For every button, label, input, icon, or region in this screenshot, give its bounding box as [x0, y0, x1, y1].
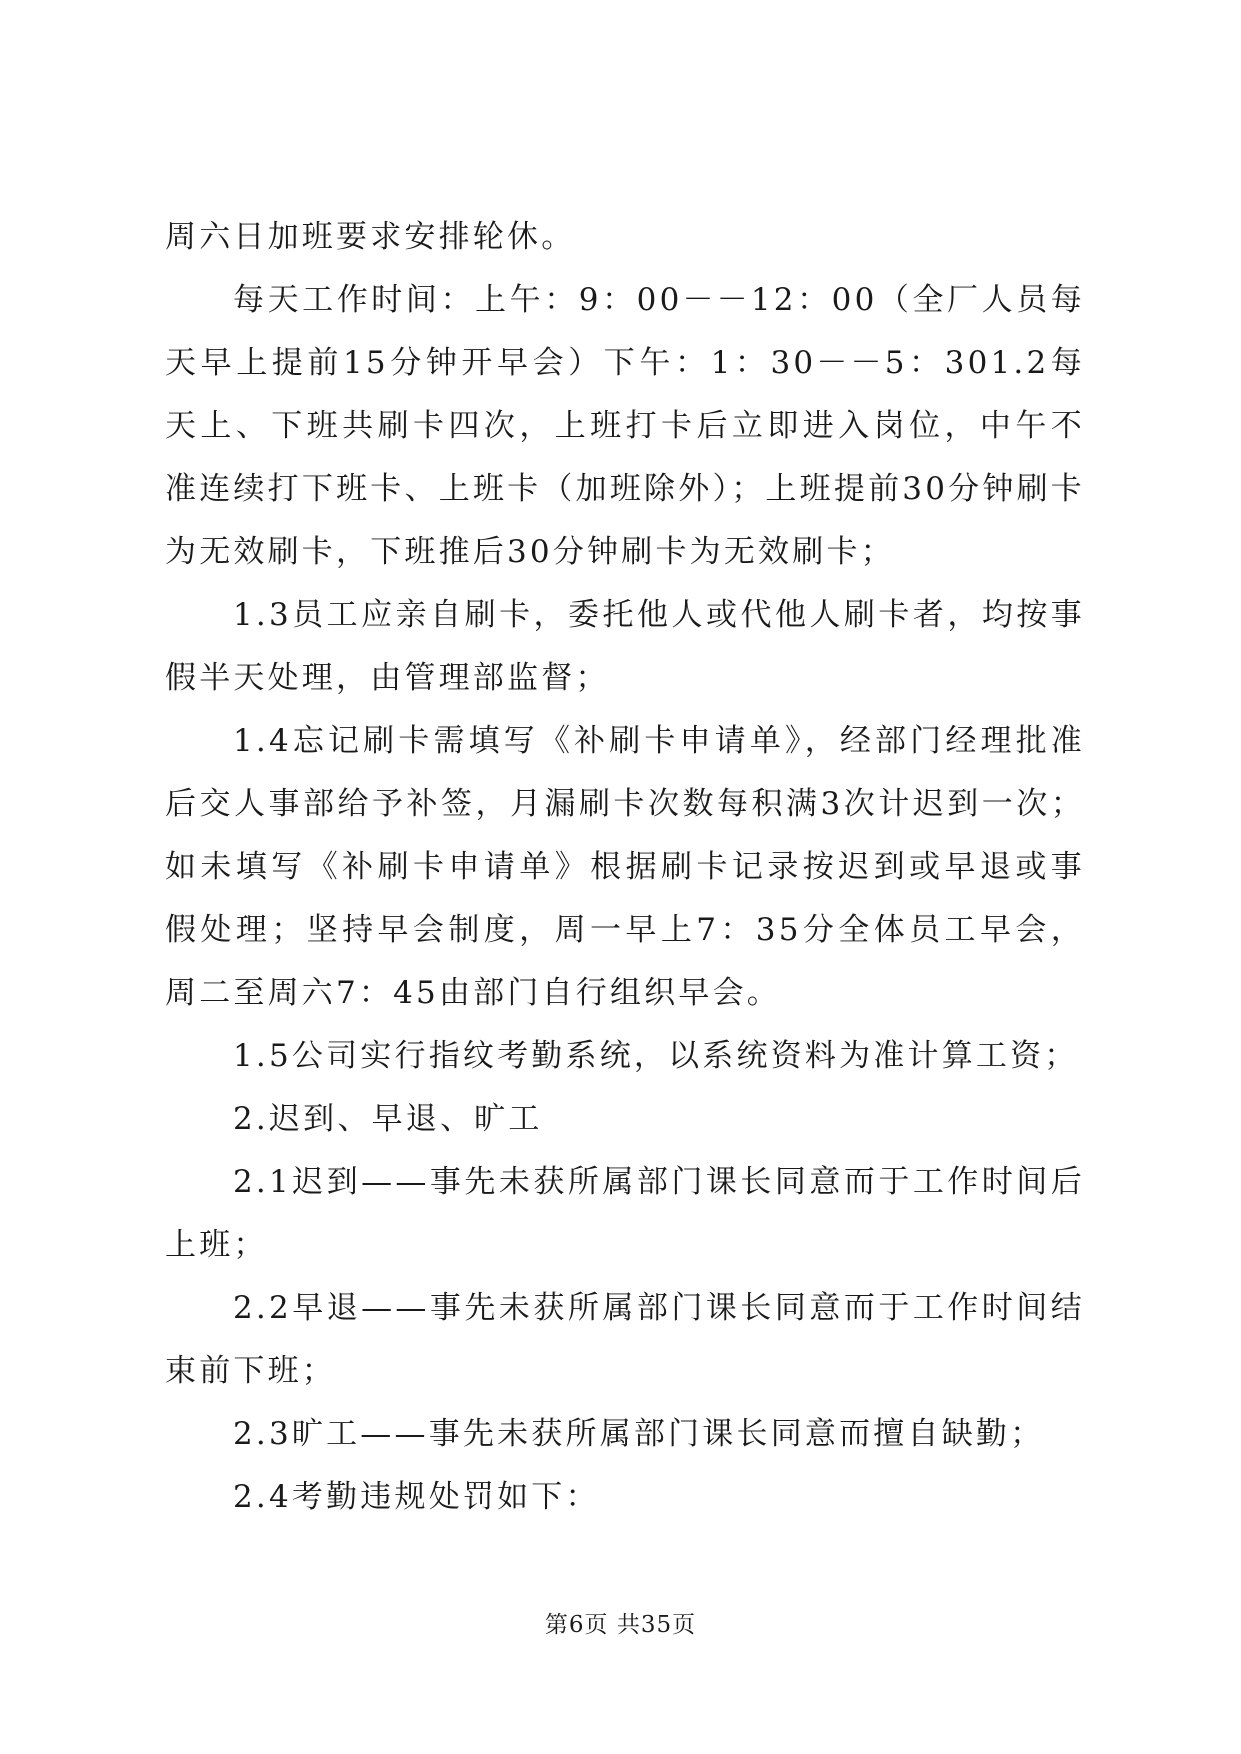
paragraph-10: 2.4考勤违规处罚如下： [233, 1479, 600, 1515]
paragraph-3: 1.3员工应亲自刷卡，委托他人或代他人刷卡者，均按事假半天处理，由管理部监督； [165, 597, 1085, 696]
paragraph-1: 周六日加班要求安排轮休。 [165, 219, 576, 255]
paragraph-2: 每天工作时间：上午：9：00－－12：00（全厂人员每天早上提前15分钟开早会）下午：1：30－－5：301.2每天上、下班共刷卡四次，上班打卡后立即进入岗位，中午不准连续打下班卡、上班卡（加班除外）；上班提前30分钟刷卡为无效刷卡，下班推后30分钟刷卡为无效刷卡； [165, 282, 1085, 570]
paragraph-8: 2.2早退——事先未获所属部门课长同意而于工作时间结束前下班； [165, 1290, 1085, 1389]
page-number-footer: 第6页 共35页 [544, 1612, 697, 1638]
paragraph-4: 1.4忘记刷卡需填写《补刷卡申请单》，经部门经理批准后交人事部给予补签，月漏刷卡次数每积满3次计迟到一次；如未填写《补刷卡申请单》根据刷卡记录按迟到或早退或事假处理；坚持早会制度，周一早上7：35分全体员工早会，周二至周六7：45由部门自行组织早会。 [165, 723, 1085, 1011]
paragraph-9: 2.3旷工——事先未获所属部门课长同意而擅自缺勤； [233, 1416, 1045, 1452]
paragraph-6: 2.迟到、早退、旷工 [233, 1101, 543, 1137]
document-body [165, 206, 1085, 1529]
paragraph-7: 2.1迟到——事先未获所属部门课长同意而于工作时间后上班； [165, 1164, 1085, 1263]
paragraph-5: 1.5公司实行指纹考勤系统，以系统资料为准计算工资； [233, 1038, 1079, 1074]
